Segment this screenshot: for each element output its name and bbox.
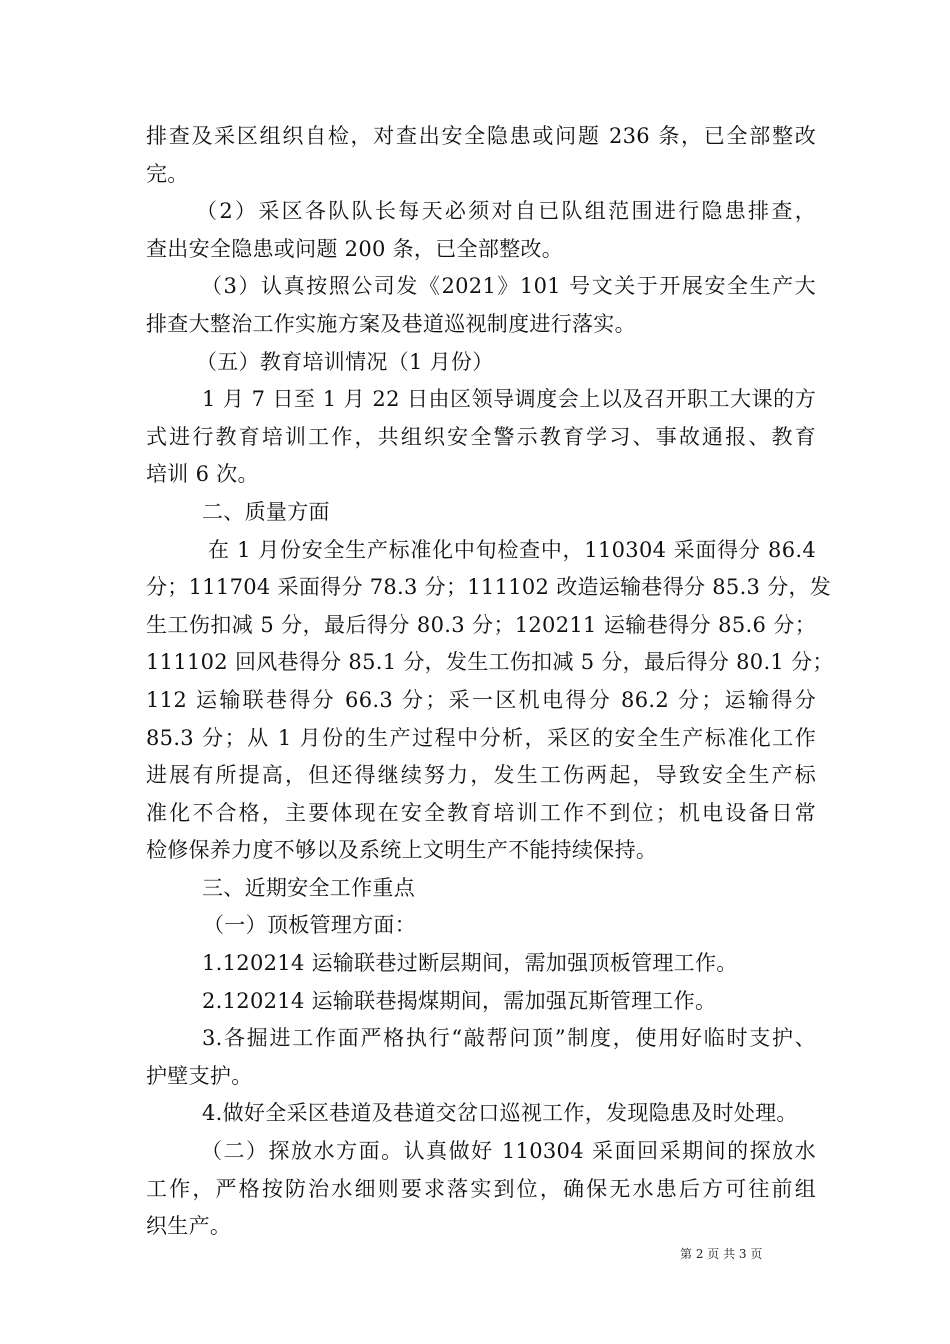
text-line: 1 月 7 日至 1 月 22 日由区领导调度会上以及召开职工大课的方 <box>202 387 816 412</box>
text-line: 85.3 分；从 1 月份的生产过程中分析，采区的安全生产标准化工作 <box>146 725 816 750</box>
text-line: 分；111704 采面得分 78.3 分；111102 改造运输巷得分 85.3 分，发 <box>146 575 832 600</box>
document-body <box>146 118 834 1246</box>
section-heading: 三、近期安全工作重点 <box>202 875 415 900</box>
section-heading: 二、质量方面 <box>202 499 330 524</box>
text-line: 织生产。 <box>146 1214 232 1239</box>
page-number: 第 2 页 共 3 页 <box>680 1247 763 1261</box>
text-line: 生工伤扣减 5 分，最后得分 80.3 分；120211 运输巷得分 85.6 分； <box>146 612 816 637</box>
section-heading: （五）教育培训情况（1 月份） <box>196 349 494 374</box>
text-line: 在 1 月份安全生产标准化中旬检查中，110304 采面得分 86.4 <box>208 537 816 562</box>
text-line: 排查大整治工作实施方案及巷道巡视制度进行落实。 <box>146 311 636 336</box>
text-line: （3）认真按照公司发《2021》101 号文关于开展安全生产大 <box>201 274 816 299</box>
text-line: 排查及采区组织自检，对查出安全隐患或问题 236 条，已全部整改 <box>146 124 816 148</box>
list-item: 3.各掘进工作面严格执行“敲帮问顶”制度，使用好临时支护、 <box>202 1026 816 1051</box>
list-item: 1.120214 运输联巷过断层期间，需加强顶板管理工作。 <box>202 951 738 976</box>
list-item: 4.做好全采区巷道及巷道交岔口巡视工作，发现隐患及时处理。 <box>202 1101 798 1126</box>
text-line: 进展有所提高，但还得继续努力，发生工伤两起，导致安全生产标 <box>146 763 816 788</box>
text-line: 112 运输联巷得分 66.3 分；采一区机电得分 86.2 分；运输得分 <box>146 687 816 712</box>
text-line: 工作，严格按防治水细则要求落实到位，确保无水患后方可往前组 <box>146 1176 816 1201</box>
section-heading: （一）顶板管理方面： <box>203 913 416 938</box>
text-line: （2）采区各队队长每天必须对自已队组范围进行隐患排查， <box>196 199 816 224</box>
text-line: 护壁支护。 <box>146 1063 253 1088</box>
text-line: 111102 回风巷得分 85.1 分，发生工伤扣减 5 分，最后得分 80.1 分； <box>146 650 834 675</box>
text-line: 检修保养力度不够以及系统上文明生产不能持续保持。 <box>146 838 658 863</box>
text-line: （二）探放水方面。认真做好 110304 采面回采期间的探放水 <box>201 1139 816 1164</box>
text-line: 查出安全隐患或问题 200 条，已全部整改。 <box>146 236 564 261</box>
text-line: 完。 <box>146 161 189 186</box>
text-line: 培训 6 次。 <box>146 462 259 487</box>
list-item: 2.120214 运输联巷揭煤期间，需加强瓦斯管理工作。 <box>202 988 717 1013</box>
text-line: 式进行教育培训工作，共组织安全警示教育学习、事故通报、教育 <box>146 424 816 449</box>
text-line: 准化不合格，主要体现在安全教育培训工作不到位；机电设备日常 <box>146 800 816 825</box>
